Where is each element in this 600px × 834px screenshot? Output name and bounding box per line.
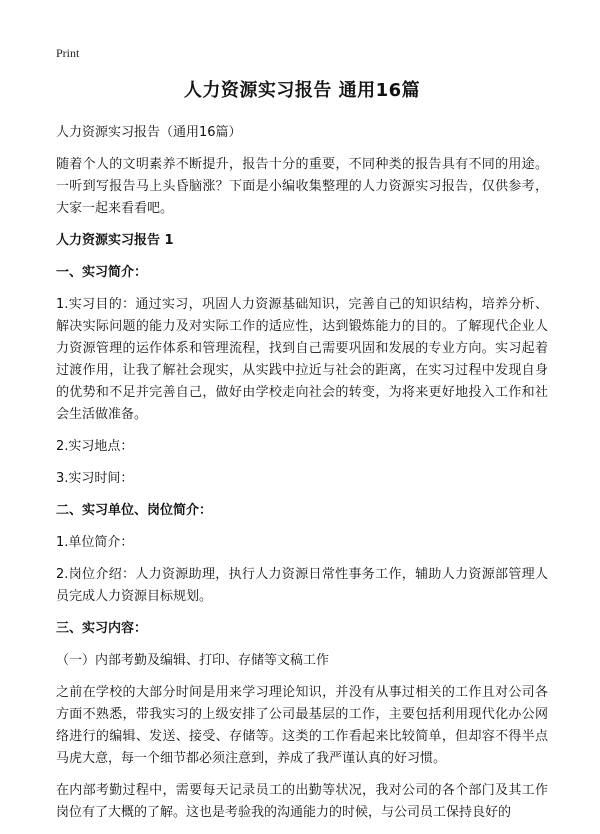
document-subtitle: 人力资源实习报告（通用16篇）	[56, 125, 242, 140]
report-heading: 人力资源实习报告 1	[56, 233, 174, 248]
intro-paragraph: 随着个人的文明素养不断提升，报告十分的重要，不同种类的报告具有不同的用途。一听到写报告马上头昏脑涨？下面是小编收集整理的人力资源实习报告，仅供参考，大家一起来看看吧。	[56, 157, 548, 216]
section2-item1: 1.单位简介：	[56, 535, 134, 550]
section1-item3: 3.实习时间：	[56, 471, 134, 486]
section1-heading: 一、实习简介：	[56, 265, 148, 280]
section3-subheading: （一）内部考勤及编辑、打印、存储等文稿工作	[56, 653, 330, 668]
section1-item2: 2.实习地点：	[56, 439, 134, 454]
section2-heading: 二、实习单位、岗位简介：	[56, 503, 213, 518]
section3-paragraph2: 在内部考勤过程中，需要每天记录员工的出勤等状况，我对公司的各个部门及其工作岗位有了大概的了解。这也是考验我的沟通能力的时候，与公司员工保持良好的	[56, 783, 548, 820]
page-title: 人力资源实习报告 通用16篇	[183, 80, 421, 101]
section2-item2: 2.岗位介绍：人力资源助理，执行人力资源日常性事务工作，辅助人力资源部管理人员完成人力资源目标规划。	[56, 567, 548, 604]
document-page	[56, 76, 548, 834]
section3-paragraph1: 之前在学校的大部分时间是用来学习理论知识，并没有从事过相关的工作且对公司各方面不熟悉，带我实习的上级安排了公司最基层的工作，主要包括利用现代化办公网络进行的编辑、发送、接受、存储等。这类的工作看起来比较简单，但却容不得半点马虎大意，每一个细节都必须注意到，养成了我严谨认真的好习惯。	[56, 685, 548, 766]
section1-item1: 1.实习目的：通过实习，巩固人力资源基础知识，完善自己的知识结构，培养分析、解决实际问题的能力及对实际工作的适应性，达到锻炼能力的目的。了解现代企业人力资源管理的运作体系和管理流程，找到自己需要巩固和发展的专业方向。实习起着过渡作用，让我了解社会现实，从实践中拉近与社会的距离，在实习过程中发现自身的优势和不足并完善自己，做好由学校走向社会的转变，为将来更好地投入工作和社会生活做准备。	[56, 297, 548, 422]
section3-heading: 三、实习内容：	[56, 621, 148, 636]
print-link[interactable]: Print	[56, 46, 80, 60]
